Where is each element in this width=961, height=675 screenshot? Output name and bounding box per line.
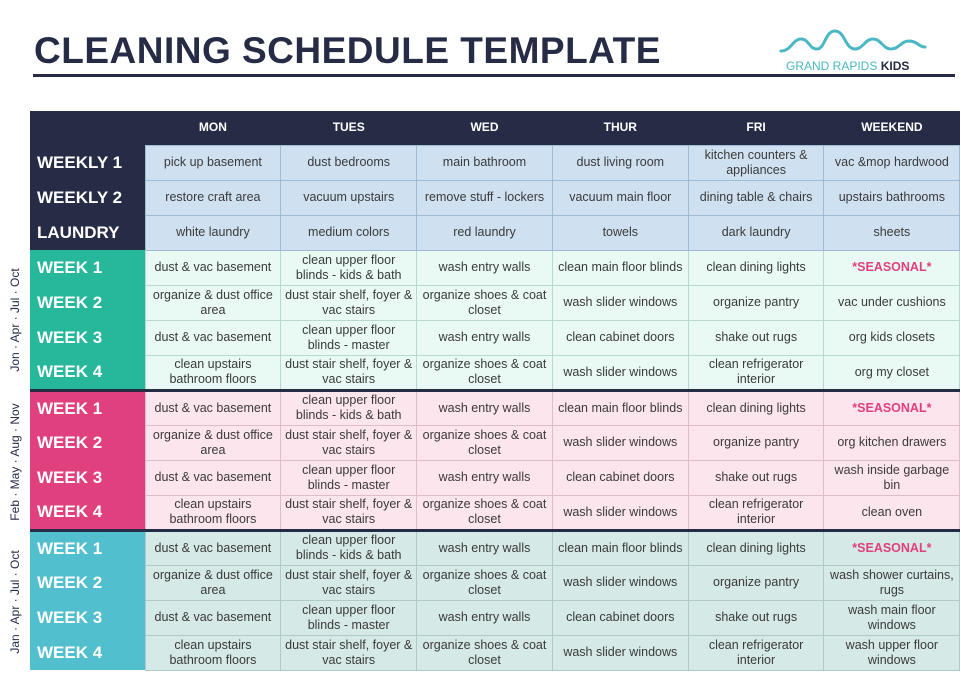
task-cell: vacuum main floor <box>552 180 688 215</box>
task-cell: clean upper floor blinds - kids & bath <box>281 250 417 285</box>
task-cell: wash slider windows <box>552 425 688 460</box>
header-weekend: WEEKEND <box>824 111 960 145</box>
task-cell: *SEASONAL* <box>824 390 960 425</box>
task-cell: vac &mop hardwood <box>824 145 960 180</box>
title-divider <box>33 74 955 77</box>
schedule-row <box>30 355 960 390</box>
task-cell: organize shoes & coat closet <box>417 495 553 530</box>
task-cell: dust stair shelf, foyer & vac stairs <box>281 425 417 460</box>
schedule-row <box>30 215 960 250</box>
task-cell: wash entry walls <box>417 460 553 495</box>
task-cell: *SEASONAL* <box>824 250 960 285</box>
task-cell: vacuum upstairs <box>281 180 417 215</box>
task-cell: dust & vac basement <box>145 600 281 635</box>
row-label: WEEKLY 2 <box>30 180 145 215</box>
task-cell: dust & vac basement <box>145 530 281 565</box>
task-cell: clean cabinet doors <box>552 320 688 355</box>
task-cell: clean refrigerator interior <box>688 495 824 530</box>
task-cell: shake out rugs <box>688 320 824 355</box>
task-cell: clean oven <box>824 495 960 530</box>
task-cell: organize & dust office area <box>145 425 281 460</box>
header-wed: WED <box>417 111 553 145</box>
task-cell: org my closet <box>824 355 960 390</box>
task-cell: org kids closets <box>824 320 960 355</box>
task-cell: wash entry walls <box>417 600 553 635</box>
task-cell: clean main floor blinds <box>552 250 688 285</box>
task-cell: dust stair shelf, foyer & vac stairs <box>281 635 417 670</box>
task-cell: org kitchen drawers <box>824 425 960 460</box>
task-cell: wash slider windows <box>552 495 688 530</box>
task-cell: wash inside garbage bin <box>824 460 960 495</box>
task-cell: restore craft area <box>145 180 281 215</box>
task-cell: dust stair shelf, foyer & vac stairs <box>281 355 417 390</box>
row-label: WEEK 4 <box>30 355 145 390</box>
task-cell: wash entry walls <box>417 390 553 425</box>
row-label: LAUNDRY <box>30 215 145 250</box>
task-cell: sheets <box>824 215 960 250</box>
task-cell: remove stuff - lockers <box>417 180 553 215</box>
task-cell: dust & vac basement <box>145 250 281 285</box>
task-cell: dust bedrooms <box>281 145 417 180</box>
header-fri: FRI <box>688 111 824 145</box>
task-cell: clean refrigerator interior <box>688 635 824 670</box>
schedule-row <box>30 495 960 530</box>
task-cell: dark laundry <box>688 215 824 250</box>
task-cell: clean dining lights <box>688 530 824 565</box>
task-cell: main bathroom <box>417 145 553 180</box>
task-cell: *SEASONAL* <box>824 530 960 565</box>
schedule-row <box>30 145 960 180</box>
task-cell: clean upper floor blinds - master <box>281 320 417 355</box>
schedule-row <box>30 600 960 635</box>
row-label: WEEK 2 <box>30 285 145 320</box>
task-cell: clean upper floor blinds - kids & bath <box>281 390 417 425</box>
task-cell: dust & vac basement <box>145 320 281 355</box>
row-label: WEEK 1 <box>30 250 145 285</box>
row-label: WEEK 4 <box>30 495 145 530</box>
row-label: WEEK 3 <box>30 600 145 635</box>
month-group-2: Feb · May · Aug · Nov <box>8 403 22 521</box>
task-cell: organize shoes & coat closet <box>417 565 553 600</box>
month-group-3: Jan · Apr · Jul · Oct <box>8 550 22 654</box>
row-label: WEEK 1 <box>30 390 145 425</box>
task-cell: wash slider windows <box>552 285 688 320</box>
header-corner <box>30 111 145 145</box>
header-row <box>30 111 960 145</box>
task-cell: clean upstairs bathroom floors <box>145 635 281 670</box>
task-cell: medium colors <box>281 215 417 250</box>
task-cell: organize & dust office area <box>145 285 281 320</box>
task-cell: shake out rugs <box>688 460 824 495</box>
task-cell: dust & vac basement <box>145 460 281 495</box>
task-cell: wash main floor windows <box>824 600 960 635</box>
row-label: WEEK 1 <box>30 530 145 565</box>
header-mon: MON <box>145 111 281 145</box>
task-cell: organize shoes & coat closet <box>417 635 553 670</box>
task-cell: clean cabinet doors <box>552 600 688 635</box>
task-cell: clean refrigerator interior <box>688 355 824 390</box>
task-cell: dust stair shelf, foyer & vac stairs <box>281 495 417 530</box>
task-cell: clean dining lights <box>688 250 824 285</box>
schedule-row <box>30 285 960 320</box>
task-cell: pick up basement <box>145 145 281 180</box>
task-cell: red laundry <box>417 215 553 250</box>
task-cell: upstairs bathrooms <box>824 180 960 215</box>
row-label: WEEK 2 <box>30 425 145 460</box>
task-cell: wash entry walls <box>417 320 553 355</box>
schedule-row <box>30 425 960 460</box>
task-cell: clean main floor blinds <box>552 530 688 565</box>
schedule-row <box>30 180 960 215</box>
header-thur: THUR <box>552 111 688 145</box>
task-cell: organize shoes & coat closet <box>417 425 553 460</box>
wave-logo-icon <box>779 27 927 57</box>
task-cell: clean upstairs bathroom floors <box>145 495 281 530</box>
task-cell: wash slider windows <box>552 635 688 670</box>
task-cell: shake out rugs <box>688 600 824 635</box>
month-group-1: Jon · Apr · Jul · Oct <box>8 268 22 372</box>
logo-word-2: KIDS <box>880 59 910 73</box>
row-label: WEEK 4 <box>30 635 145 670</box>
brand-logo <box>779 27 927 73</box>
task-cell: organize pantry <box>688 565 824 600</box>
task-cell: vac under cushions <box>824 285 960 320</box>
task-cell: organize pantry <box>688 285 824 320</box>
task-cell: dust living room <box>552 145 688 180</box>
task-cell: wash slider windows <box>552 355 688 390</box>
task-cell: wash upper floor windows <box>824 635 960 670</box>
logo-word-1: GRAND RAPIDS <box>786 59 878 73</box>
task-cell: dust & vac basement <box>145 390 281 425</box>
task-cell: clean upper floor blinds - master <box>281 600 417 635</box>
task-cell: dining table & chairs <box>688 180 824 215</box>
task-cell: dust stair shelf, foyer & vac stairs <box>281 285 417 320</box>
schedule-row <box>30 320 960 355</box>
schedule-row <box>30 460 960 495</box>
task-cell: organize & dust office area <box>145 565 281 600</box>
task-cell: organize shoes & coat closet <box>417 285 553 320</box>
task-cell: organize shoes & coat closet <box>417 355 553 390</box>
task-cell: wash entry walls <box>417 530 553 565</box>
task-cell: wash shower curtains, rugs <box>824 565 960 600</box>
row-label: WEEK 2 <box>30 565 145 600</box>
row-label: WEEK 3 <box>30 460 145 495</box>
task-cell: wash entry walls <box>417 250 553 285</box>
task-cell: clean dining lights <box>688 390 824 425</box>
task-cell: organize pantry <box>688 425 824 460</box>
schedule-row <box>30 565 960 600</box>
schedule-row <box>30 250 960 285</box>
cleaning-schedule-table <box>30 111 960 671</box>
task-cell: white laundry <box>145 215 281 250</box>
task-cell: clean main floor blinds <box>552 390 688 425</box>
task-cell: clean upstairs bathroom floors <box>145 355 281 390</box>
task-cell: clean cabinet doors <box>552 460 688 495</box>
task-cell: dust stair shelf, foyer & vac stairs <box>281 565 417 600</box>
page-title: CLEANING SCHEDULE TEMPLATE <box>34 30 661 71</box>
schedule-row <box>30 390 960 425</box>
header-tues: TUES <box>281 111 417 145</box>
row-label: WEEK 3 <box>30 320 145 355</box>
row-label: WEEKLY 1 <box>30 145 145 180</box>
task-cell: towels <box>552 215 688 250</box>
task-cell: kitchen counters & appliances <box>688 145 824 180</box>
schedule-row <box>30 635 960 670</box>
task-cell: wash slider windows <box>552 565 688 600</box>
logo-text <box>786 59 909 73</box>
task-cell: clean upper floor blinds - kids & bath <box>281 530 417 565</box>
schedule-row <box>30 530 960 565</box>
task-cell: clean upper floor blinds - master <box>281 460 417 495</box>
